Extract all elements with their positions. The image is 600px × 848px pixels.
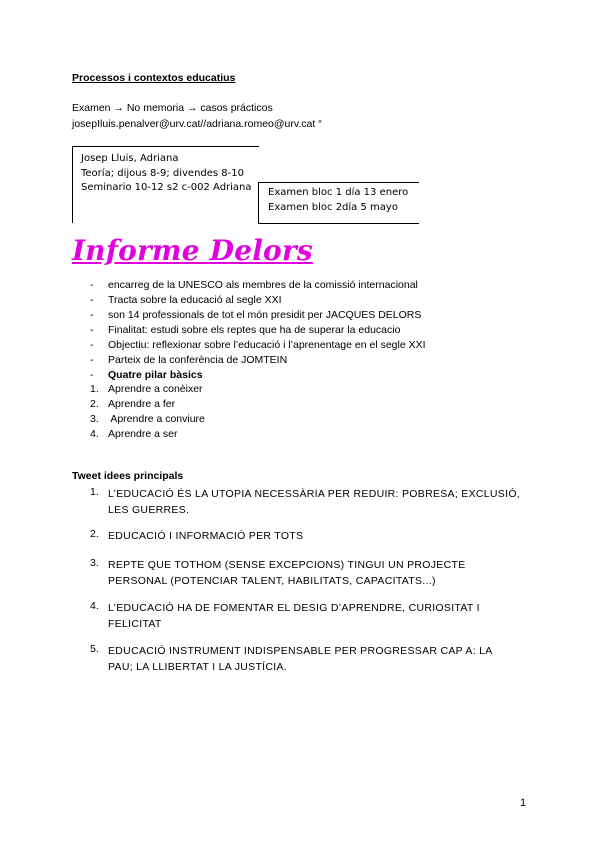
exam-dates-box <box>258 182 419 224</box>
bullet-dash: - <box>90 369 94 381</box>
page-number: 1 <box>520 797 527 809</box>
exam-note: Examen → No memoria → casos prácticos <box>72 102 273 114</box>
bullet-dash: - <box>90 324 94 336</box>
bullet-dash: - <box>90 309 94 321</box>
bullet-dash: - <box>90 279 94 291</box>
bullet-dash: - <box>90 294 94 306</box>
info-line: Josep Lluis, Adriana <box>81 153 179 164</box>
info-line: Teoría; dijous 8-9; divendes 8-10 <box>81 167 244 179</box>
exam-line: Examen bloc 2día 5 mayo <box>268 201 398 213</box>
pillars-heading: Quatre pilar bàsics <box>108 369 203 381</box>
info-line: Seminario 10-12 s2 c-002 Adriana <box>81 182 252 193</box>
document-subject: Processos i contextos educatius <box>72 72 236 84</box>
bullet-dash: - <box>90 339 94 351</box>
tweet-heading: Tweet idees principals <box>72 470 184 482</box>
bullet-dash: - <box>90 354 94 366</box>
teacher-info-box <box>72 146 259 223</box>
section-title: Informe Delors <box>72 234 313 267</box>
teacher-emails: josepIluis.penalver@urv.cat//adriana.romeo@urv.cat “ <box>72 118 322 130</box>
exam-line: Examen bloc 1 día 13 enero <box>268 187 409 198</box>
